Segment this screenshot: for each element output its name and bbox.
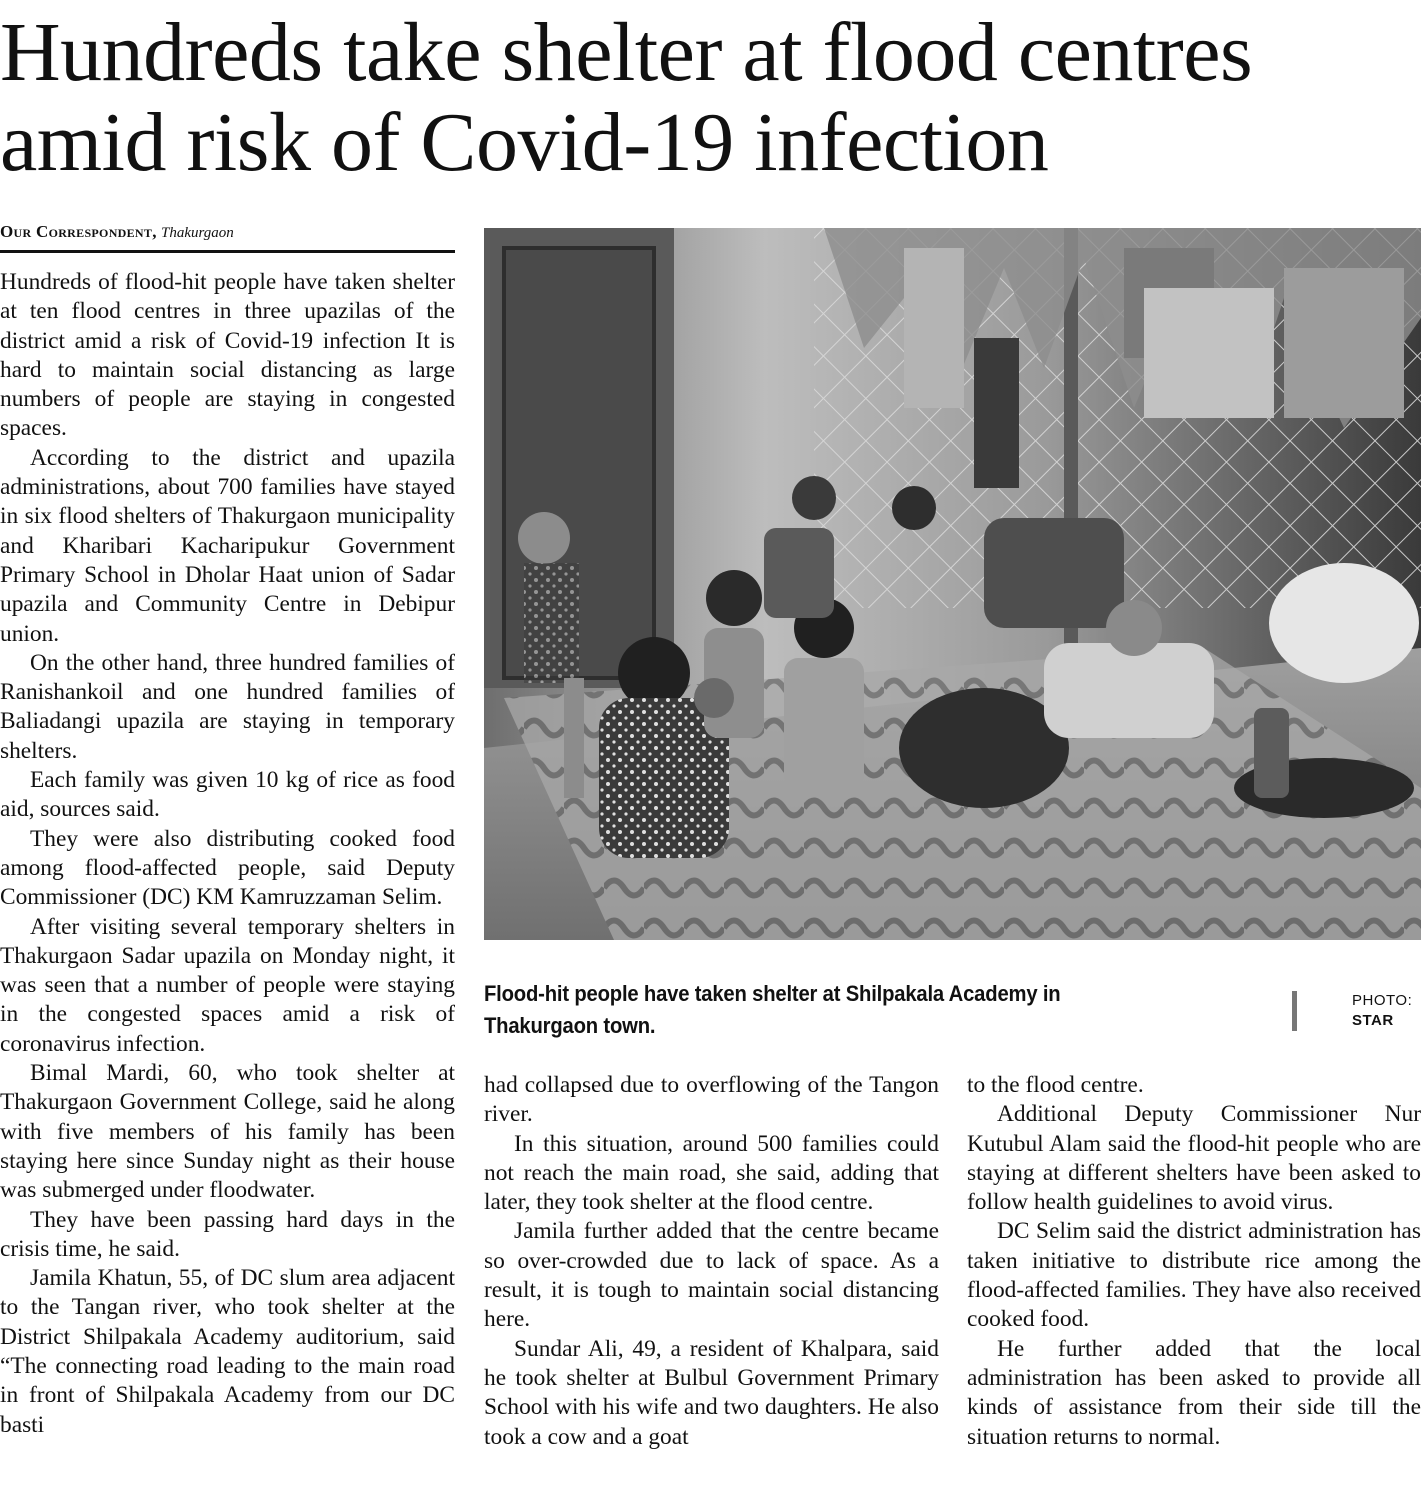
paragraph: Hundreds of flood-hit people have taken shelter at ten flood centres in three upazilas of the district amid a risk of Covid-19 infection It is hard to maintain social distancing as large numbers of people are staying in congested spaces.	[0, 269, 455, 442]
paragraph: DC Selim said the district administration has taken initiative to distribute rice among the flood-affected families. They have also received cooked food.	[967, 1218, 1421, 1333]
photo-credit-label: PHOTO:	[1352, 992, 1413, 1009]
paragraph: Additional Deputy Commissioner Nur Kutubul Alam said the flood-hit people who are staying at different shelters have been asked to follow health guidelines to avoid virus.	[967, 1101, 1421, 1216]
paragraph: They have been passing hard days in the crisis time, he said.	[0, 1206, 455, 1262]
photo-caption: Flood-hit people have taken shelter at Shilpakala Academy in Thakurgaon town.	[484, 981, 1061, 1038]
paragraph: Bimal Mardi, 60, who took shelter at Thakurgaon Government College, said he along with five members of his family has been staying here since Sunday night as their house was submerged under floodwater.	[0, 1060, 455, 1204]
paragraph: They were also distributing cooked food among flood-affected people, said Deputy Commissioner (DC) KM Kamruzzaman Selim.	[0, 825, 455, 911]
article-column-3	[967, 1071, 1421, 1495]
credit-divider	[1292, 991, 1297, 1031]
paragraph: Jamila Khatun, 55, of DC slum area adjacent to the Tangan river, who took shelter at the District Shilpakala Academy auditorium, said “The connecting road leading to the main road in front of Shilpakala Academy from our DC basti	[0, 1265, 455, 1438]
byline	[0, 221, 455, 253]
article-column-1	[0, 268, 455, 1495]
paragraph: Jamila further added that the centre became so over-crowded due to lack of space. As a result, it is tough to maintain social distancing here.	[484, 1218, 939, 1333]
paragraph: to the flood centre.	[967, 1072, 1144, 1098]
headline-line-1: Hundreds take shelter at flood centres	[0, 6, 1253, 99]
news-photo	[484, 228, 1421, 940]
paragraph: He further added that the local administration has been asked to provide all kinds of assistance from their side till the situation returns to normal.	[967, 1335, 1421, 1450]
paragraph: According to the district and upazila administrations, about 700 families have stayed in six flood shelters of Thakurgaon municipality and Kharibari Kacharipukur Government Primary School in Dholar Haat union of Sadar upazila and Community Centre in Debipur union.	[0, 444, 455, 647]
paragraph: In this situation, around 500 families could not reach the main road, she said, adding that later, they took shelter at the flood centre.	[484, 1130, 939, 1216]
byline-name: Our Correspondent,	[0, 222, 157, 241]
paragraph: On the other hand, three hundred families of Ranishankoil and one hundred families of Baliadangi upazila are staying in temporary shelters.	[0, 649, 455, 764]
photo-credit	[1352, 991, 1412, 1031]
headline-line-2: amid risk of Covid-19 infection	[0, 96, 1049, 189]
paragraph: Each family was given 10 kg of rice as food aid, sources said.	[0, 767, 455, 823]
photo-credit-source: STAR	[1352, 1012, 1394, 1029]
paragraph: had collapsed due to overflowing of the Tangon river.	[484, 1072, 939, 1128]
paragraph: Sundar Ali, 49, a resident of Khalpara, said he took shelter at Bulbul Government Primary School with his wife and two daughters. He also took a cow and a goat	[484, 1335, 939, 1450]
photo-illustration	[484, 228, 1421, 940]
headline	[0, 8, 1421, 188]
article-column-2	[484, 1071, 939, 1495]
byline-place: Thakurgaon	[161, 225, 234, 241]
paragraph: After visiting several temporary shelters in Thakurgaon Sadar upazila on Monday night, it was seen that a number of people were staying in the congested spaces amid a risk of coronavirus infection.	[0, 913, 455, 1057]
